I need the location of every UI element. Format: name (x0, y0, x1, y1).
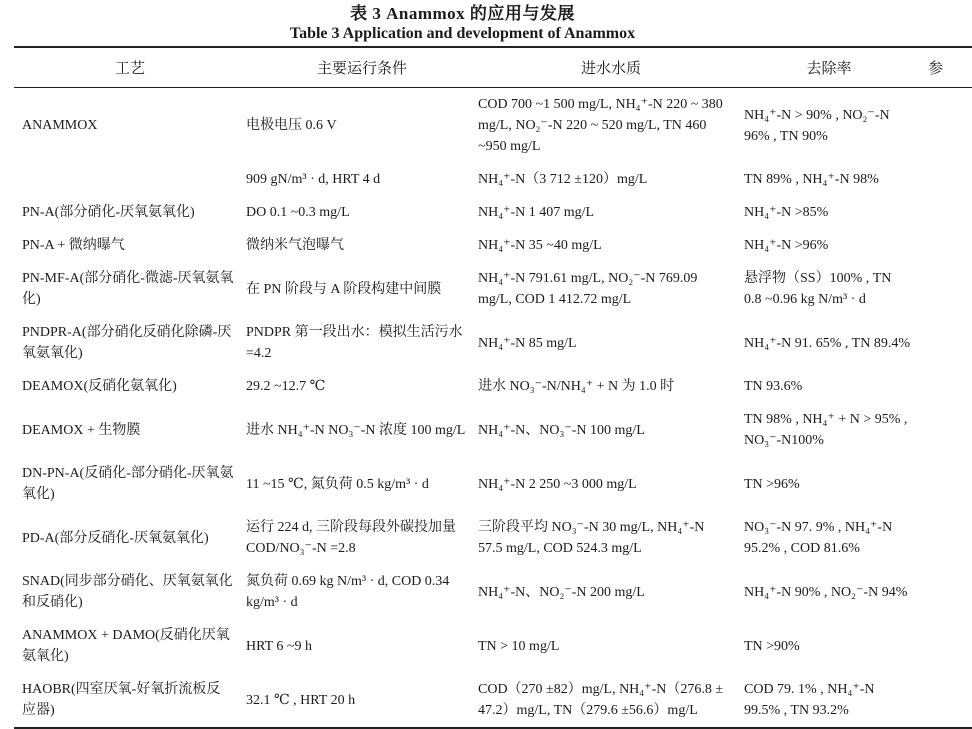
influent-cell: NH₄⁺-N 35 ~40 mg/L (478, 238, 602, 253)
process-cell: PN-A + 微纳曝气 (22, 238, 125, 253)
influent-cell: TN > 10 mg/L (478, 638, 560, 654)
table-row (14, 673, 972, 728)
process-cell: ANAMMOX + DAMO(反硝化厌氧氨氧化) (22, 628, 230, 664)
table-title-en: Table 3 Application and development of Anammox (289, 25, 636, 42)
reference-cell (914, 229, 972, 262)
conditions-cell: PNDPR 第一段出水：模拟生活污水 =4.2 (246, 325, 463, 361)
influent-cell: NH₄⁺-N 2 250 ~3 000 mg/L (478, 476, 637, 492)
removal-cell: NH₄⁺-N 90% , NO₂⁻-N 94% (744, 584, 908, 600)
table-row (14, 262, 972, 316)
reference-cell (914, 196, 972, 229)
table-row (14, 229, 972, 262)
column-header-removal: 去除率 (744, 47, 914, 88)
table-row (14, 88, 972, 164)
conditions-cell: 电极电压 0.6 V (246, 118, 337, 133)
influent-cell: NH₄⁺-N 1 407 mg/L (478, 205, 595, 220)
removal-cell: COD 79. 1% , NH₄⁺-N 99.5% , TN 93.2% (744, 682, 875, 718)
reference-cell (914, 673, 972, 728)
influent-cell: NH₄⁺-N、NO₂⁻-N 200 mg/L (478, 584, 645, 600)
process-cell: PN-A(部分硝化-厌氧氨氧化) (22, 205, 195, 220)
table-row (14, 511, 972, 565)
table-row (14, 370, 972, 403)
column-header-reference: 参 (914, 47, 972, 88)
removal-cell: TN >90% (744, 638, 800, 654)
removal-cell: TN 98% , NH₄⁺ + N > 95% , NO₃⁻-N100% (744, 412, 908, 448)
column-header-conditions: 主要运行条件 (246, 47, 478, 88)
table-title-zh: 表 3 Anammox 的应用与发展 (350, 4, 575, 23)
removal-cell: TN 93.6% (744, 379, 803, 394)
reference-cell (914, 619, 972, 673)
table-clip-region (14, 46, 944, 729)
process-cell: DEAMOX + 生物膜 (22, 422, 141, 438)
removal-cell: 悬浮物（SS）100% , TN 0.8 ~0.96 kg N/m³ · d (744, 271, 892, 307)
conditions-cell: 氮负荷 0.69 kg N/m³ · d, COD 0.34 kg/m³ · d (246, 574, 450, 610)
table-row (14, 196, 972, 229)
process-cell: DEAMOX(反硝化氨氧化) (22, 379, 177, 394)
influent-cell: 进水 NO₃⁻-N/NH₄⁺ + N 为 1.0 时 (478, 379, 675, 394)
table-row (14, 403, 972, 457)
removal-cell: NH₄⁺-N >96% (744, 238, 829, 253)
process-cell (14, 163, 246, 196)
process-cell: PD-A(部分反硝化-厌氧氨氧化) (22, 530, 209, 546)
conditions-cell: 32.1 ℃ , HRT 20 h (246, 692, 356, 708)
reference-cell (914, 565, 972, 619)
conditions-cell: 11 ~15 ℃, 氮负荷 0.5 kg/m³ · d (246, 476, 429, 492)
influent-cell: NH₄⁺-N、NO₃⁻-N 100 mg/L (478, 422, 645, 438)
process-cell: PN-MF-A(部分硝化-微滤-厌氧氨氧化) (22, 271, 234, 307)
removal-cell: TN >96% (744, 476, 800, 492)
process-cell: PNDPR-A(部分硝化反硝化除磷-厌氧氨氧化) (22, 325, 232, 361)
process-cell: HAOBR(四室厌氧-好氧折流板反应器) (22, 682, 221, 718)
table-titles (0, 0, 925, 44)
removal-cell: NH₄⁺-N > 90% , NO₂⁻-N 96% , TN 90% (744, 107, 890, 144)
removal-cell: TN 89% , NH₄⁺-N 98% (744, 172, 879, 187)
conditions-cell: 进水 NH₄⁺-N NO₃⁻-N 浓度 100 mg/L (246, 422, 466, 438)
column-header-process: 工艺 (14, 47, 246, 88)
process-cell: DN-PN-A(反硝化-部分硝化-厌氧氨氧化) (22, 466, 234, 502)
table-header-row (14, 47, 972, 88)
conditions-cell: DO 0.1 ~0.3 mg/L (246, 205, 350, 220)
removal-cell: NH₄⁺-N 91. 65% , TN 89.4% (744, 335, 910, 351)
conditions-cell: 在 PN 阶段与 A 阶段构建中间膜 (246, 281, 442, 297)
conditions-cell: 微纳米气泡曝气 (246, 238, 344, 253)
conditions-cell: 运行 224 d, 三阶段每段外碳投加量 COD/NO₃⁻-N =2.8 (246, 520, 456, 556)
removal-cell: NH₄⁺-N >85% (744, 205, 829, 220)
conditions-cell: 909 gN/m³ · d, HRT 4 d (246, 172, 381, 187)
reference-cell (914, 163, 972, 196)
table-row (14, 565, 972, 619)
reference-cell (914, 370, 972, 403)
reference-cell (914, 88, 972, 164)
influent-cell: NH₄⁺-N 791.61 mg/L, NO₂⁻-N 769.09 mg/L, COD 1 412.72 mg/L (478, 271, 698, 307)
process-cell: SNAD(同步部分硝化、厌氧氨氧化和反硝化) (22, 574, 233, 610)
table-row (14, 163, 972, 196)
column-header-influent: 进水水质 (478, 47, 744, 88)
influent-cell: 三阶段平均 NO₃⁻-N 30 mg/L, NH₄⁺-N 57.5 mg/L, COD 524.3 mg/L (478, 520, 705, 556)
table-row (14, 457, 972, 511)
influent-cell: COD（270 ±82）mg/L, NH₄⁺-N（276.8 ± 47.2）mg/L, TN（279.6 ±56.6）mg/L (478, 682, 724, 718)
reference-cell (914, 403, 972, 457)
influent-cell: NH₄⁺-N（3 712 ±120）mg/L (478, 172, 648, 187)
reference-cell (914, 511, 972, 565)
conditions-cell: 29.2 ~12.7 ℃ (246, 379, 326, 394)
reference-cell (914, 262, 972, 316)
process-cell: ANAMMOX (22, 118, 98, 133)
removal-cell: NO₃⁻-N 97. 9% , NH₄⁺-N 95.2% , COD 81.6% (744, 520, 893, 556)
reference-cell (914, 316, 972, 370)
influent-cell: COD 700 ~1 500 mg/L, NH₄⁺-N 220 ~ 380 mg/L, NO₂⁻-N 220 ~ 520 mg/L, TN 460 ~950 mg/L (478, 97, 723, 154)
reference-cell (914, 457, 972, 511)
conditions-cell: HRT 6 ~9 h (246, 638, 312, 654)
influent-cell: NH₄⁺-N 85 mg/L (478, 335, 577, 351)
table-row (14, 619, 972, 673)
table-row (14, 316, 972, 370)
anammox-table (14, 46, 972, 729)
